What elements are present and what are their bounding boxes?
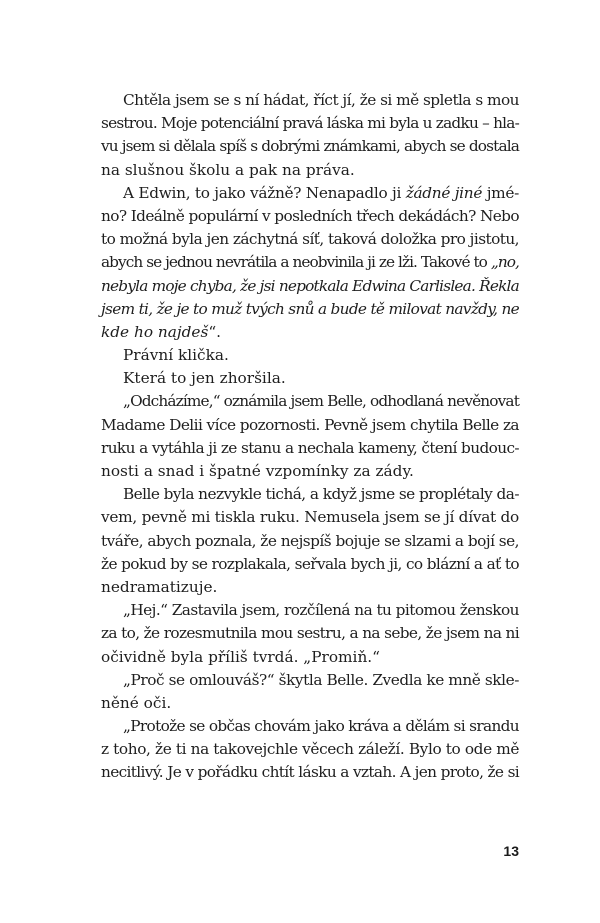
text-line: „Odcházíme,“ oznámila jsem Belle, odhodlaná nevěnovat (123, 392, 519, 411)
text-line: Která to jen zhoršila. (123, 369, 286, 388)
paragraph (101, 89, 519, 182)
italic-text: kde ho najdeš (101, 322, 209, 341)
text-line: něné oči. (101, 693, 172, 712)
italic-text-line: nebyla moje chyba, že jsi nepotkala Edwina Carlislea. Řekla (101, 276, 519, 295)
text-line: z toho, že ti na takovejchle věcech záleží. Bylo to ode mě (101, 740, 520, 759)
text-run: A Edwin, to jako vážně? Nenapadlo ji (123, 183, 406, 202)
text-line: že pokud by se rozplakala, seřvala bych ji, co blázní a ať to (101, 554, 520, 573)
paragraph (101, 344, 519, 367)
text-line: „Proč se omlouváš?“ škytla Belle. Zvedla ke mně skle- (123, 670, 519, 689)
text-line: nedramatizuje. (101, 577, 218, 596)
text-line: na slušnou školu a pak na práva. (101, 160, 355, 179)
text-run: jmé- (482, 183, 520, 202)
text-line: „Hej.“ Zastavila jsem, rozčílená na tu pitomou ženskou (123, 601, 519, 620)
text-line: Belle byla nezvykle tichá, a když jsme se proplétaly da- (123, 485, 519, 504)
book-page-text (101, 89, 519, 785)
paragraph (101, 669, 519, 715)
page-number: 13 (503, 843, 519, 859)
italic-text: žádné jiné (405, 183, 483, 202)
text-line (101, 182, 519, 205)
paragraph (101, 367, 519, 390)
text-line (101, 321, 519, 344)
paragraph (101, 483, 519, 599)
text-line: Právní klička. (123, 346, 229, 365)
text-line: to možná byla jen záchytná síť, taková doložka pro jistotu, (101, 230, 519, 249)
text-line: necitlivý. Je v pořádku chtít lásku a vztah. A jen proto, že si (101, 763, 520, 782)
text-line: no? Ideálně populární v posledních třech dekádách? Nebo (101, 206, 519, 225)
text-line: „Protože se občas chovám jako kráva a dělám si srandu (123, 717, 519, 736)
text-line: sestrou. Moje potenciální pravá láska mi byla u zadku – hla- (101, 114, 520, 133)
text-line: Chtěla jsem se s ní hádat, říct jí, že si mě spletla s mou (123, 91, 520, 109)
text-line: vem, pevně mi tiskla ruku. Nemusela jsem se jí dívat do (101, 508, 519, 527)
text-line: očividně byla příliš tvrdá. „Promiň.“ (101, 647, 380, 666)
paragraph (101, 715, 519, 785)
text-line: tváře, abych poznala, že nejspíš bojuje se slzami a bojí se, (101, 531, 520, 550)
text-line: vu jsem si dělala spíš s dobrými známkami, abych se dostala (101, 137, 520, 156)
paragraph (101, 599, 519, 669)
paragraph (101, 390, 519, 483)
text-line: Madame Delii více pozornosti. Pevně jsem chytila Belle za (101, 415, 519, 434)
text-run: abych se jednou nevrátila a neobvinila ji ze lži. Takové to (101, 253, 491, 272)
italic-text-line: jsem ti, že je to muž tvých snů a bude tě milovat navždy, ne (101, 299, 520, 318)
italic-text: „no, (490, 253, 519, 272)
paragraph (101, 182, 519, 344)
text-line: za to, že rozesmutnila mou sestru, a na sebe, že jsem na ni (101, 624, 520, 643)
text-line: ruku a vytáhla ji ze stanu a nechala kameny, čtení budouc- (101, 438, 519, 457)
text-run: “. (208, 322, 221, 341)
text-line: nosti a snad i špatné vzpomínky za zády. (101, 462, 414, 480)
text-line (101, 251, 519, 274)
